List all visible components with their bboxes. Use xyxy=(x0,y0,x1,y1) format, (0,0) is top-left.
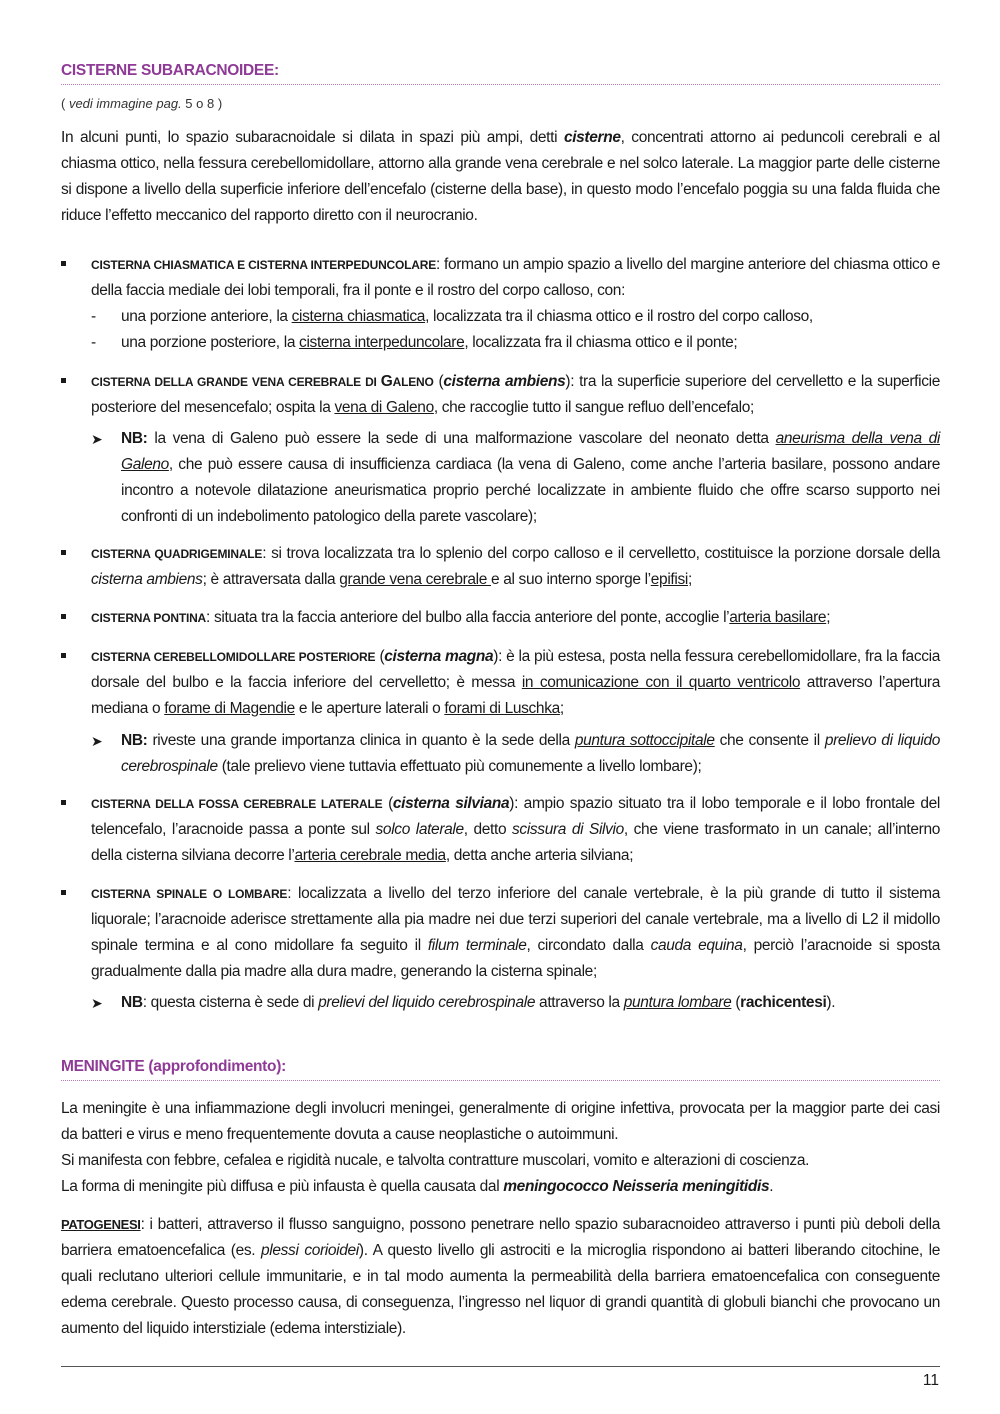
page-number: 11 xyxy=(922,1372,939,1389)
intro-paragraph: In alcuni punti, lo spazio subaracnoidale si dilata in spazi più ampi, detti cisterne, concentrati attorno ai peduncoli cerebrali e al chiasma ottico, nella fessura cerebellomidollare, attorno alla grande vena cerebrale e nel solco laterale. La maggior parte delle cisterne si dispone a livello della superficie inferiore dell’encefalo (cisterne della base), in questo modo l’encefalo poggia su una falda fluida che riduce l’effetto meccanico del rapporto diretto con il neurocranio. xyxy=(61,129,940,224)
arrow-bullet-icon: ➤ xyxy=(91,995,103,1011)
bullet-square-icon xyxy=(61,800,66,805)
sub-item-cisterna-chiasmatica: - una porzione anteriore, la cisterna chiasmatica, localizzata tra il chiasma ottico e il rostro del corpo calloso, xyxy=(91,308,813,325)
meningite-paragraph-3: La forma di meningite più diffusa e più infausta è quella causata dal meningococco Neisseria meningitidis. xyxy=(61,1178,774,1195)
list-item-cisterna-silviana: CISTERNA DELLA FOSSA CEREBRALE LATERALE (cisterna silviana): ampio spazio situato tra il lobo temporale e il lobo frontale del telencefalo, l’aracnoide passa a ponte sul solco laterale, detto scissura di Silvio, che viene trasformato in un canale; all’interno della cisterna silviana decorre l’arteria cerebrale media, detta anche arteria silviana; xyxy=(61,791,940,869)
image-reference-note: ( vedi immagine pag. 5 o 8 ) xyxy=(61,96,223,111)
document-page xyxy=(61,0,940,1414)
bullet-square-icon xyxy=(61,890,66,895)
list-item-cisterna-galeno: CISTERNA DELLA GRANDE VENA CEREBRALE DI GALENO (cisterna ambiens): tra la superficie superiore del cervelletto e la superficie posteriore del mesencefalo; ospita la vena di Galeno, che raccoglie tutto il sangue refluo dell’encefalo; xyxy=(61,369,940,421)
section-title-cisterne: CISTERNE SUBARACNOIDEE: xyxy=(61,62,940,85)
nb-note-cisterna-magna: ➤ NB: riveste una grande importanza clinica in quanto è la sede della puntura sottoccipitale che consente il prelievo di liquido cerebrospinale (tale prelievo viene tuttavia effettuato più comunemente a livello lombare); xyxy=(91,728,940,780)
bullet-square-icon xyxy=(61,614,66,619)
list-item-cisterna-pontina: CISTERNA PONTINA: situata tra la faccia anteriore del bulbo alla faccia anteriore del ponte, accoglie l’arteria basilare; xyxy=(61,605,940,631)
list-item-cisterna-spinale: CISTERNA SPINALE O LOMBARE: localizzata a livello del terzo inferiore del canale vertebrale, è la più grande di tutto il sistema liquorale; l’aracnoide aderisce strettamente alla pia madre nei due terzi superiori del canale vertebrale, ma a livello di L2 il midollo spinale termina e al cono midollare fa seguito il filum terminale, circondato dalla cauda equina, perciò l’aracnoide si sposta gradualmente dalla pia madre alla dura madre, generando la cisterna spinale; xyxy=(61,881,940,985)
nb-note-cisterna-spinale: ➤ NB: questa cisterna è sede di prelievi del liquido cerebrospinale attraverso la puntura lombare (rachicentesi). xyxy=(91,990,940,1016)
section-title-meningite: MENINGITE (approfondimento): xyxy=(61,1058,940,1081)
patogenesi-paragraph: PATOGENESI: i batteri, attraverso il flusso sanguigno, possono penetrare nello spazio subaracnoideo attraverso i punti più deboli della barriera ematoencefalica (es. plessi corioidei). A questo livello gli astrociti e la microglia rispondono ai batteri liberando citochine, le quali reclutano ulteriori cellule immunitarie, e in tal modo aumenta la permeabilità della barriera ematoencefalica con conseguente edema cerebrale. Questo processo causa, di conseguenza, l’ingresso nel liquor di grandi quantità di globuli bianchi che provocano un aumento del liquido interstiziale (edema interstiziale). xyxy=(61,1216,940,1337)
list-item-cisterna-magna: CISTERNA CEREBELLOMIDOLLARE POSTERIORE (cisterna magna): è la più estesa, posta nella fessura cerebellomidollare, fra la faccia dorsale del bulbo e la faccia inferiore del cervelletto; è messa in comunicazione con il quarto ventricolo attraverso l’apertura mediana o forame di Magendie e le aperture laterali o forami di Luschka; xyxy=(61,644,940,722)
list-item-cisterna-chiasmatica: CISTERNA CHIASMATICA E CISTERNA INTERPEDUNCOLARE: formano un ampio spazio a livello del margine anteriore del chiasma ottico e della faccia mediale dei lobi temporali, fra il ponte e il rostro del corpo calloso, con: xyxy=(61,252,940,304)
meningite-paragraph-1: La meningite è una infiammazione degli involucri meningei, generalmente di origine infettiva, provocata per la maggior parte dei casi da batteri e virus e meno frequentemente dovuta a cause neoplastiche o autoimmuni. xyxy=(61,1100,940,1143)
arrow-bullet-icon: ➤ xyxy=(91,733,103,749)
bullet-square-icon xyxy=(61,653,66,658)
bullet-square-icon xyxy=(61,261,66,266)
bullet-square-icon xyxy=(61,550,66,555)
nb-note-galeno: ➤ NB: la vena di Galeno può essere la sede di una malformazione vascolare del neonato detta aneurisma della vena di Galeno, che può essere causa di insufficienza cardiaca (la vena di Galeno, come anche l’arteria basilare, possono andare incontro a notevole dilatazione aneurismatica proprio perché localizzate in ambiente fluido che offre scarso supporto nei confronti di un indebolimento patologico della parete vascolare); xyxy=(91,426,940,530)
footer-divider xyxy=(61,1366,940,1367)
sub-item-cisterna-interpeduncolare: - una porzione posteriore, la cisterna interpeduncolare, localizzata fra il chiasma ottico e il ponte; xyxy=(91,334,738,351)
list-item-cisterna-quadrigeminale: CISTERNA QUADRIGEMINALE: si trova localizzata tra lo splenio del corpo calloso e il cervelletto, costituisce la porzione dorsale della cisterna ambiens; è attraversata dalla grande vena cerebrale e al suo interno sporge l’epifisi; xyxy=(61,541,940,593)
meningite-paragraph-2: Si manifesta con febbre, cefalea e rigidità nucale, e talvolta contratture muscolari, vomito e alterazioni di coscienza. xyxy=(61,1152,810,1169)
arrow-bullet-icon: ➤ xyxy=(91,431,103,447)
bullet-square-icon xyxy=(61,378,66,383)
